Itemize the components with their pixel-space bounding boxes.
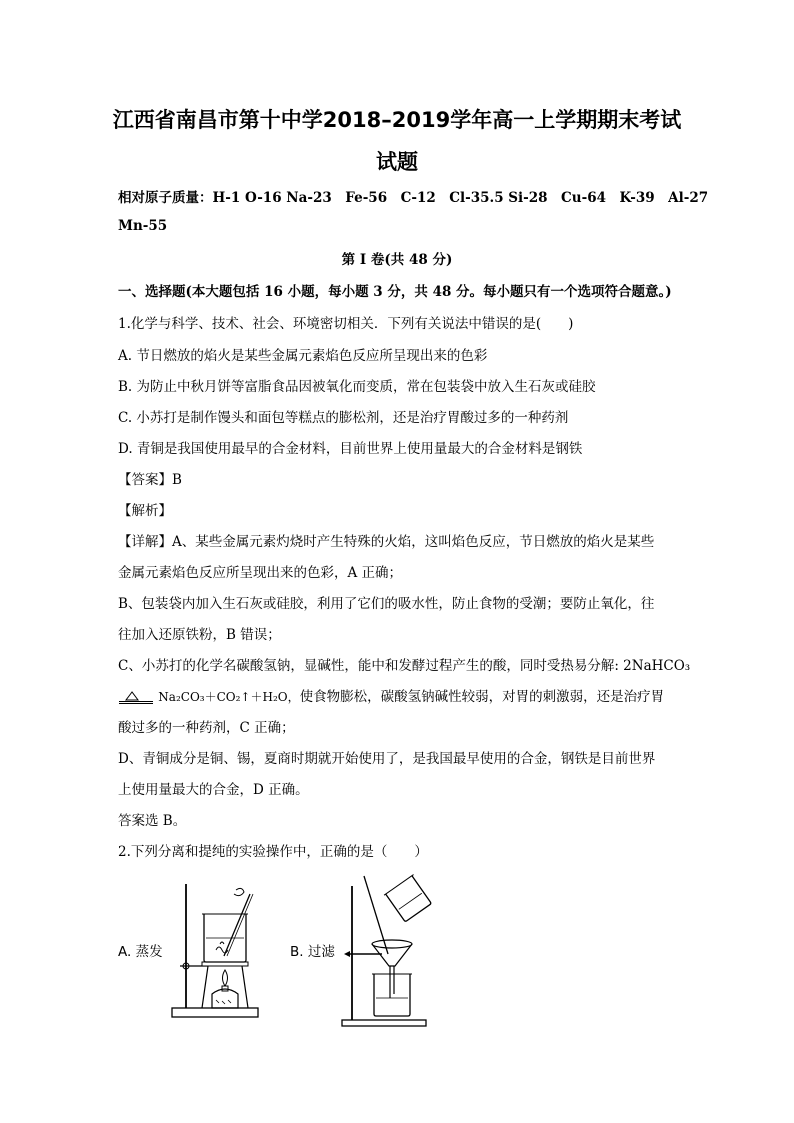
q1-detail-2: 金属元素焰色反应所呈现出来的色彩，A 正确； <box>118 565 403 581</box>
q1-detail-6-rest: 使食物膨松，碳酸氢钠碱性较弱，对胃的刺激弱，还是治疗胃 <box>299 689 665 705</box>
q1-final-answer: 答案选 B。 <box>118 813 187 829</box>
q1-analysis-heading: 【解析】 <box>118 503 172 519</box>
q2-option-b-label: B. 过滤 <box>290 944 335 960</box>
filtration-apparatus-figure <box>334 870 434 1032</box>
q1-detail-7: 酸过多的一种药剂，C 正确； <box>118 720 295 736</box>
q1-detail-9: 上使用量最大的合金，D 正确。 <box>118 782 309 798</box>
q1-stem: 1.化学与科学、技术、社会、环境密切相关．下列有关说法中错误的是( ) <box>118 316 574 332</box>
q2-option-a-label: A. 蒸发 <box>118 944 163 960</box>
heat-arrow-icon <box>118 691 154 705</box>
q1-option-d: D. 青铜是我国使用最早的合金材料，目前世界上使用量最大的合金材料是钢铁 <box>118 441 583 457</box>
section-title: 第 I 卷(共 48 分) <box>341 252 453 268</box>
atomic-masses-line2: Mn-55 <box>118 218 168 234</box>
q1-option-b: B. 为防止中秋月饼等富脂食品因被氧化而变质，常在包装袋中放入生石灰或硅胶 <box>118 379 596 395</box>
evaporation-apparatus-figure <box>166 876 262 1026</box>
q1-detail-8: D、青铜成分是铜、锡，夏商时期就开始使用了，是我国最早使用的合金，钢铁是目前世界 <box>118 751 656 767</box>
q1-option-a: A. 节日燃放的焰火是某些金属元素焰色反应所呈现出来的色彩 <box>118 348 488 364</box>
part-heading: 一、选择题(本大题包括 16 小题，每小题 3 分，共 48 分。每小题只有一个选项符合题意。) <box>118 284 672 300</box>
q1-detail-4: 往加入还原铁粉，B 错误； <box>118 627 281 643</box>
atomic-masses-line1: 相对原子质量：H-1 O-16 Na-23 Fe-56 C-12 Cl-35.5 Si-28 Cu-64 K-39 Al-27 <box>118 190 709 206</box>
doc-title-line2: 试题 <box>376 150 418 174</box>
q1-detail-3: B、包装袋内加入生石灰或硅胶，利用了它们的吸水性，防止食物的受潮；要防止氧化，往 <box>118 596 655 612</box>
q1-detail-6-formula: Na₂CO₃＋CO₂↑＋H₂O， <box>158 690 300 704</box>
q1-detail-1: 【详解】A、某些金属元素灼烧时产生特殊的火焰，这叫焰色反应，节日燃放的焰火是某些 <box>118 534 655 550</box>
q1-answer: 【答案】B <box>118 472 182 488</box>
q1-option-c: C. 小苏打是制作馒头和面包等糕点的膨松剂，还是治疗胃酸过多的一种药剂 <box>118 410 569 426</box>
q1-detail-5: C、小苏打的化学名碳酸氢钠，显碱性，能中和发酵过程产生的酸，同时受热易分解: 2NaHCO₃ <box>118 658 691 674</box>
q2-stem: 2.下列分离和提纯的实验操作中，正确的是（ ） <box>118 844 428 860</box>
doc-title-line1: 江西省南昌市第十中学2018–2019学年高一上学期期末考试 <box>112 108 682 132</box>
q1-detail-6 <box>118 685 664 705</box>
